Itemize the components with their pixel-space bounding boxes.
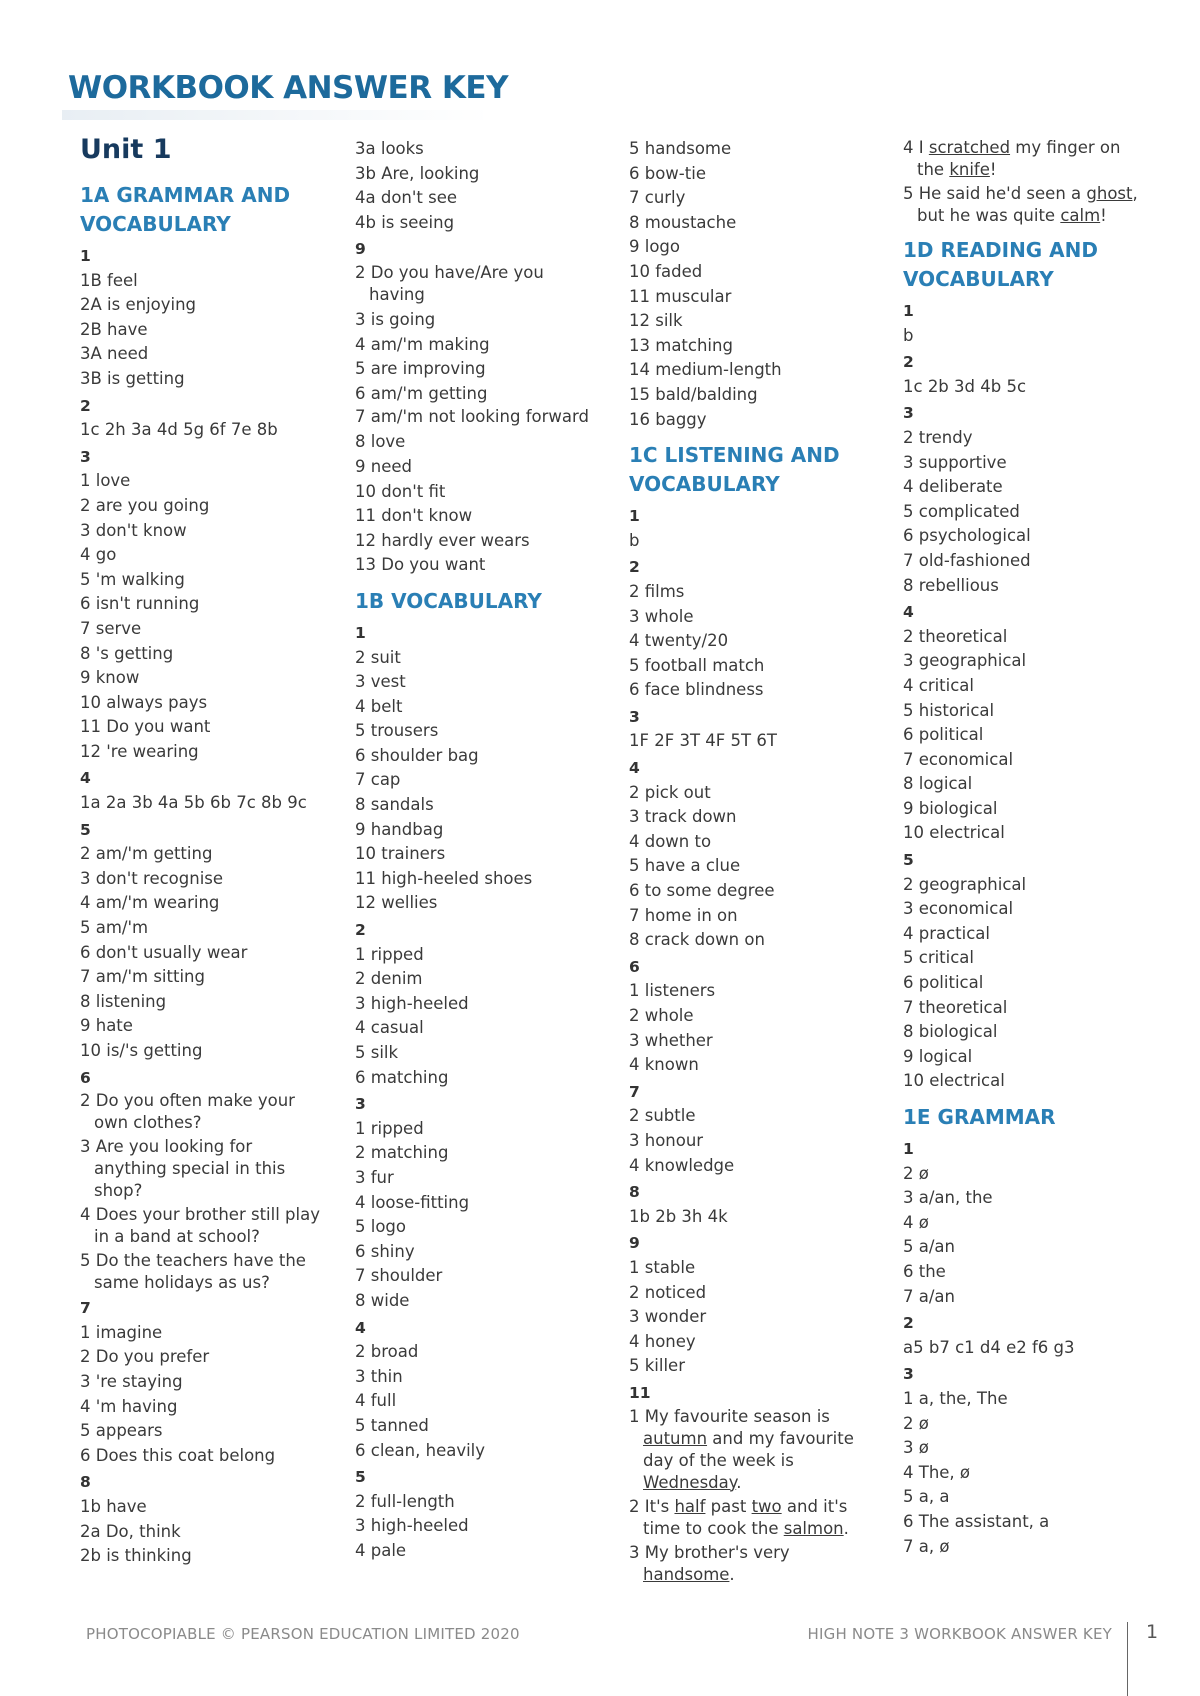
answer-item: 3 vest <box>355 672 406 692</box>
sentence-fragment: 1 My favourite season is <box>629 1406 830 1426</box>
underlined-word: two <box>751 1496 782 1516</box>
answer-item: 3 whether <box>629 1030 713 1050</box>
exercise-number: 8 <box>80 1473 91 1492</box>
exercise-number: 2 <box>355 921 366 940</box>
answer-item: 3B is getting <box>80 368 185 388</box>
answer-item: 12 hardly ever wears <box>355 530 530 550</box>
answer-item: 1 love <box>80 471 131 491</box>
answer-item: 2 broad <box>355 1342 419 1362</box>
answer-item: 2A is enjoying <box>80 295 197 315</box>
unit-heading: Unit 1 <box>80 134 172 165</box>
exercise-number: 3 <box>355 1095 366 1114</box>
answer-item: 3 Are you looking for anything special in this shop? <box>80 1137 286 1201</box>
exercise-number: 3 <box>80 447 91 466</box>
exercise-number: 2 <box>80 396 91 415</box>
answer-item: 1a 2a 3b 4a 5b 6b 7c 8b 9c <box>80 793 307 813</box>
answer-item: 6 psychological <box>903 526 1031 546</box>
page-title: WORKBOOK ANSWER KEY <box>68 70 509 106</box>
sentence-fragment: 3 My brother's very <box>629 1542 790 1562</box>
answer-item: 4 am/'m wearing <box>80 893 220 913</box>
sentence-fragment: my finger on the <box>917 138 1121 179</box>
answer-item: 4 The, ø <box>903 1462 971 1482</box>
answer-item: 4 full <box>355 1391 397 1411</box>
answer-item: 5 have a clue <box>629 856 741 876</box>
answer-item: 10 electrical <box>903 1071 1005 1091</box>
sentence-fragment: 2 It's <box>629 1496 675 1516</box>
underlined-word: Wednesday <box>643 1472 737 1492</box>
answer-item: 2 full-length <box>355 1491 455 1511</box>
answer-item: 8 biological <box>903 1022 998 1042</box>
answer-item: 2b is thinking <box>80 1546 192 1566</box>
exercise-number: 4 <box>355 1318 366 1337</box>
answer-item: 4 down to <box>629 831 712 851</box>
answer-item: 11 high-heeled shoes <box>355 868 533 888</box>
answer-item: 8 love <box>355 432 406 452</box>
answer-item: 5 a/an <box>903 1237 955 1257</box>
exercise-number: 4 <box>80 769 91 788</box>
answer-item: 1c 2b 3d 4b 5c <box>903 376 1027 396</box>
answer-item: 5 historical <box>903 700 995 720</box>
answer-item: 9 handbag <box>355 819 444 839</box>
answer-item: 5 Do the teachers have the same holidays as us? <box>80 1251 306 1293</box>
answer-item: 2B have <box>80 319 148 339</box>
answer-item: 4 'm having <box>80 1396 178 1416</box>
answer-item: 6 The assistant, a <box>903 1511 1050 1531</box>
answer-item: 8 rebellious <box>903 575 999 595</box>
answer-item: 2 trendy <box>903 427 973 447</box>
answer-item: 11 muscular <box>629 286 732 306</box>
answer-item: 1F 2F 3T 4F 5T 6T <box>629 731 777 751</box>
underlined-word: knife <box>949 160 990 179</box>
exercise-number: 1 <box>355 623 366 642</box>
answer-item: 3b Are, looking <box>355 163 480 183</box>
column-2 <box>355 137 595 1563</box>
answer-sentence <box>629 1496 869 1540</box>
answer-item: 1 a, the, The <box>903 1388 1008 1408</box>
exercise-number: 7 <box>629 1082 640 1101</box>
answer-item: 8 wide <box>355 1290 410 1310</box>
answer-item: 6 clean, heavily <box>355 1440 486 1460</box>
answer-item: 3 track down <box>629 807 737 827</box>
answer-item: 7 serve <box>80 618 142 638</box>
answer-item: 3 wonder <box>629 1307 707 1327</box>
answer-item: 2 ø <box>903 1413 929 1433</box>
answer-item: 1B feel <box>80 270 138 290</box>
answer-item: 2 Do you prefer <box>80 1347 210 1367</box>
underlined-word: autumn <box>643 1428 708 1448</box>
answer-item: 6 bow-tie <box>629 163 706 183</box>
answer-item: b <box>629 530 640 550</box>
answer-item: 5 football match <box>629 655 765 675</box>
answer-item: 4 twenty/20 <box>629 631 729 651</box>
underlined-word: scratched <box>928 138 1011 157</box>
answer-item: 4 belt <box>355 696 403 716</box>
underlined-word: half <box>674 1496 706 1516</box>
exercise-number: 2 <box>903 353 914 372</box>
answer-item: 7 economical <box>903 749 1014 769</box>
answer-item: 6 isn't running <box>80 594 200 614</box>
answer-item: 13 matching <box>629 335 733 355</box>
answer-item: 3 high-heeled <box>355 993 469 1013</box>
answer-item: 4 ø <box>903 1212 929 1232</box>
answer-item: 5 tanned <box>355 1415 429 1435</box>
answer-item: 1 ripped <box>355 1118 424 1138</box>
answer-item: 2 subtle <box>629 1106 696 1126</box>
exercise-number: 8 <box>629 1183 640 1202</box>
section-heading: 1B VOCABULARY <box>355 588 542 613</box>
title-underline <box>62 110 492 120</box>
answer-item: 2 denim <box>355 969 423 989</box>
answer-item: 16 baggy <box>629 409 707 429</box>
answer-item: 4 pale <box>355 1540 407 1560</box>
answer-item: 6 Does this coat belong <box>80 1445 276 1465</box>
exercise-number: 5 <box>355 1468 366 1487</box>
exercise-number: 3 <box>903 404 914 423</box>
exercise-number: 1 <box>903 1140 914 1158</box>
answer-item: 4 Does your brother still play in a band at school? <box>80 1205 320 1247</box>
answer-item: 2 whole <box>629 1006 694 1025</box>
answer-item: 2 films <box>629 581 685 601</box>
answer-item: 8 crack down on <box>629 930 765 950</box>
answer-item: 4 honey <box>629 1331 696 1351</box>
answer-item: 4 casual <box>355 1018 424 1038</box>
answer-item: 8 's getting <box>80 643 174 663</box>
answer-item: 10 always pays <box>80 692 208 712</box>
underlined-word: calm <box>1060 206 1101 225</box>
answer-item: a5 b7 c1 d4 e2 f6 g3 <box>903 1337 1075 1357</box>
answer-item: b <box>903 325 914 345</box>
answer-item: 3 're staying <box>80 1371 183 1391</box>
footer-divider <box>1127 1622 1128 1696</box>
answer-item: 6 the <box>903 1261 946 1281</box>
answer-item: 6 political <box>903 725 984 745</box>
answer-item: 2 pick out <box>629 782 711 802</box>
answer-item: 2 ø <box>903 1163 929 1183</box>
answer-item: 9 need <box>355 456 412 476</box>
answer-item: 5 critical <box>903 948 975 968</box>
answer-item: 5 'm walking <box>80 569 185 589</box>
answer-item: 4 critical <box>903 675 975 695</box>
answer-item: 6 shiny <box>355 1241 415 1261</box>
answer-item: 3a looks <box>355 139 424 158</box>
answer-item: 2a Do, think <box>80 1521 181 1541</box>
answer-item: 5 killer <box>629 1356 685 1376</box>
underlined-word: ghost <box>1086 184 1133 203</box>
underlined-word: salmon <box>783 1518 844 1538</box>
page-number: 1 <box>1146 1621 1159 1643</box>
column-3 <box>629 137 869 1588</box>
answer-item: 5 a, a <box>903 1487 950 1507</box>
answer-item: 7 am/'m not looking forward <box>355 407 589 427</box>
answer-item: 3 honour <box>629 1130 704 1150</box>
answer-item: 8 moustache <box>629 212 737 232</box>
answer-item: 4 go <box>80 545 117 565</box>
answer-item: 4 loose-fitting <box>355 1192 470 1212</box>
answer-item: 9 logical <box>903 1046 973 1066</box>
exercise-number: 3 <box>903 1365 914 1384</box>
answer-item: 3 whole <box>629 606 694 626</box>
exercise-number: 1 <box>80 247 91 265</box>
answer-item: 3 supportive <box>903 452 1007 472</box>
answer-item: 1b have <box>80 1496 147 1516</box>
answer-item: 4 am/'m making <box>355 334 490 354</box>
answer-item: 3 fur <box>355 1167 394 1187</box>
exercise-number: 1 <box>629 507 640 526</box>
answer-item: 2 suit <box>355 647 401 667</box>
exercise-number: 3 <box>629 707 640 726</box>
answer-item: 10 is/'s getting <box>80 1041 203 1060</box>
answer-item: 2 are you going <box>80 495 210 515</box>
section-heading: 1D READING AND VOCABULARY <box>903 238 1098 291</box>
exercise-number: 2 <box>629 558 640 577</box>
answer-item: 3 don't know <box>80 520 187 540</box>
answer-item: 12 're wearing <box>80 741 199 761</box>
answer-item: 4 deliberate <box>903 477 1003 497</box>
answer-item: 4 practical <box>903 923 991 943</box>
footer-book-title: HIGH NOTE 3 WORKBOOK ANSWER KEY <box>807 1625 1112 1643</box>
sentence-fragment: ! <box>1100 206 1107 225</box>
answer-item: 10 don't fit <box>355 481 446 501</box>
answer-item: 1 imagine <box>80 1322 163 1342</box>
answer-item: 11 don't know <box>355 506 473 526</box>
answer-item: 7 a/an <box>903 1286 955 1306</box>
sentence-fragment: ! <box>989 160 997 179</box>
answer-item: 6 to some degree <box>629 881 775 901</box>
answer-item: 5 complicated <box>903 501 1020 521</box>
footer-copyright: PHOTOCOPIABLE © PEARSON EDUCATION LIMITED 2020 <box>86 1625 520 1643</box>
exercise-number: 6 <box>629 957 640 976</box>
answer-item: 3 thin <box>355 1366 403 1386</box>
answer-item: 3 geographical <box>903 651 1027 671</box>
sentence-fragment: and it's time to cook the <box>643 1496 848 1538</box>
answer-item: 7 am/'m sitting <box>80 967 205 987</box>
answer-item: 4 knowledge <box>629 1155 735 1175</box>
answer-item: 2 matching <box>355 1143 449 1163</box>
exercise-number: 11 <box>629 1383 651 1402</box>
answer-item: 7 shoulder <box>355 1266 443 1286</box>
answer-item: 5 am/'m <box>80 918 149 938</box>
answer-item: 5 handsome <box>629 139 732 158</box>
answer-item: 6 don't usually wear <box>80 942 248 962</box>
answer-item: 1b 2b 3h 4k <box>629 1206 728 1226</box>
answer-item: 3 high-heeled <box>355 1516 469 1536</box>
answer-item: 8 listening <box>80 991 167 1011</box>
answer-item: 15 bald/balding <box>629 384 758 404</box>
sentence-fragment: 4 I <box>903 138 929 157</box>
exercise-number: 9 <box>355 240 366 259</box>
exercise-number: 4 <box>903 603 914 622</box>
exercise-number: 6 <box>80 1068 91 1087</box>
answer-item: 7 a, ø <box>903 1536 950 1556</box>
answer-item: 9 hate <box>80 1016 133 1036</box>
exercise-number: 7 <box>80 1299 91 1318</box>
column-1-content <box>80 181 320 1569</box>
answer-item: 4b is seeing <box>355 212 455 232</box>
answer-item: 8 sandals <box>355 795 434 815</box>
answer-item: 3 a/an, the <box>903 1188 993 1208</box>
exercise-number: 9 <box>629 1234 640 1253</box>
answer-item: 2 Do you have/Are you having <box>355 262 544 304</box>
sentence-fragment: . <box>843 1518 849 1538</box>
answer-item: 7 cap <box>355 770 401 790</box>
underlined-word: handsome <box>643 1564 730 1584</box>
answer-item: 7 theoretical <box>903 997 1008 1017</box>
answer-item: 4a don't see <box>355 188 458 208</box>
answer-item: 13 Do you want <box>355 555 486 575</box>
answer-item: 9 logo <box>629 237 680 257</box>
sentence-fragment: past <box>705 1496 752 1516</box>
answer-item: 2 noticed <box>629 1282 707 1302</box>
answer-item: 10 electrical <box>903 823 1005 843</box>
answer-item: 6 am/'m getting <box>355 383 488 403</box>
answer-item: 3A need <box>80 344 149 364</box>
answer-item: 1 stable <box>629 1257 696 1277</box>
answer-item: 4 known <box>629 1055 699 1075</box>
answer-sentence <box>903 137 1143 181</box>
sentence-fragment: 5 He said he'd seen a <box>903 184 1087 203</box>
section-heading: 1E GRAMMAR <box>903 1105 1056 1129</box>
answer-sentence <box>903 183 1143 227</box>
sentence-fragment: and my favourite day of the week is <box>643 1428 854 1470</box>
answer-item: 3 ø <box>903 1438 929 1458</box>
answer-item: 1 listeners <box>629 981 716 1001</box>
answer-item: 5 logo <box>355 1217 406 1237</box>
exercise-number: 5 <box>80 820 91 839</box>
answer-item: 2 theoretical <box>903 626 1008 646</box>
answer-item: 12 wellies <box>355 893 438 913</box>
exercise-number: 1 <box>903 302 914 320</box>
answer-sentence <box>629 1542 869 1586</box>
answer-item: 12 silk <box>629 311 683 331</box>
answer-item: 11 Do you want <box>80 717 211 737</box>
exercise-number: 4 <box>629 759 640 778</box>
answer-item: 7 old-fashioned <box>903 550 1031 570</box>
answer-sentence <box>629 1406 869 1494</box>
answer-item: 5 silk <box>355 1043 399 1062</box>
answer-item: 5 trousers <box>355 721 439 741</box>
answer-item: 3 don't recognise <box>80 868 224 888</box>
answer-item: 6 political <box>903 973 984 993</box>
answer-item: 5 are improving <box>355 359 486 379</box>
answer-item: 2 Do you often make your own clothes? <box>80 1091 295 1133</box>
sentence-fragment: . <box>729 1564 735 1584</box>
answer-item: 1 ripped <box>355 944 424 964</box>
answer-item: 9 know <box>80 668 140 688</box>
answer-item: 6 face blindness <box>629 680 764 700</box>
answer-item: 9 biological <box>903 798 998 818</box>
section-heading: 1C LISTENING AND VOCABULARY <box>629 443 840 497</box>
answer-item: 10 faded <box>629 261 703 281</box>
answer-item: 8 logical <box>903 774 973 794</box>
column-4 <box>903 137 1143 1559</box>
answer-item: 14 medium-length <box>629 360 782 380</box>
sentence-fragment: . <box>736 1472 742 1492</box>
column-1 <box>80 134 320 1569</box>
section-heading: 1A GRAMMAR AND VOCABULARY <box>80 183 291 236</box>
answer-item: 5 appears <box>80 1421 163 1441</box>
exercise-number: 5 <box>903 851 914 870</box>
sentence-fragment: , but he was quite <box>917 184 1138 225</box>
answer-item: 6 shoulder bag <box>355 745 479 765</box>
answer-item: 6 matching <box>355 1067 449 1087</box>
answer-item: 3 economical <box>903 899 1014 919</box>
answer-item: 3 is going <box>355 309 436 329</box>
answer-item: 7 home in on <box>629 905 738 925</box>
answer-item: 10 trainers <box>355 844 446 864</box>
answer-item: 7 curly <box>629 188 686 208</box>
answer-item: 1c 2h 3a 4d 5g 6f 7e 8b <box>80 420 278 440</box>
exercise-number: 2 <box>903 1314 914 1333</box>
answer-item: 2 geographical <box>903 874 1027 894</box>
answer-item: 2 am/'m getting <box>80 844 213 864</box>
